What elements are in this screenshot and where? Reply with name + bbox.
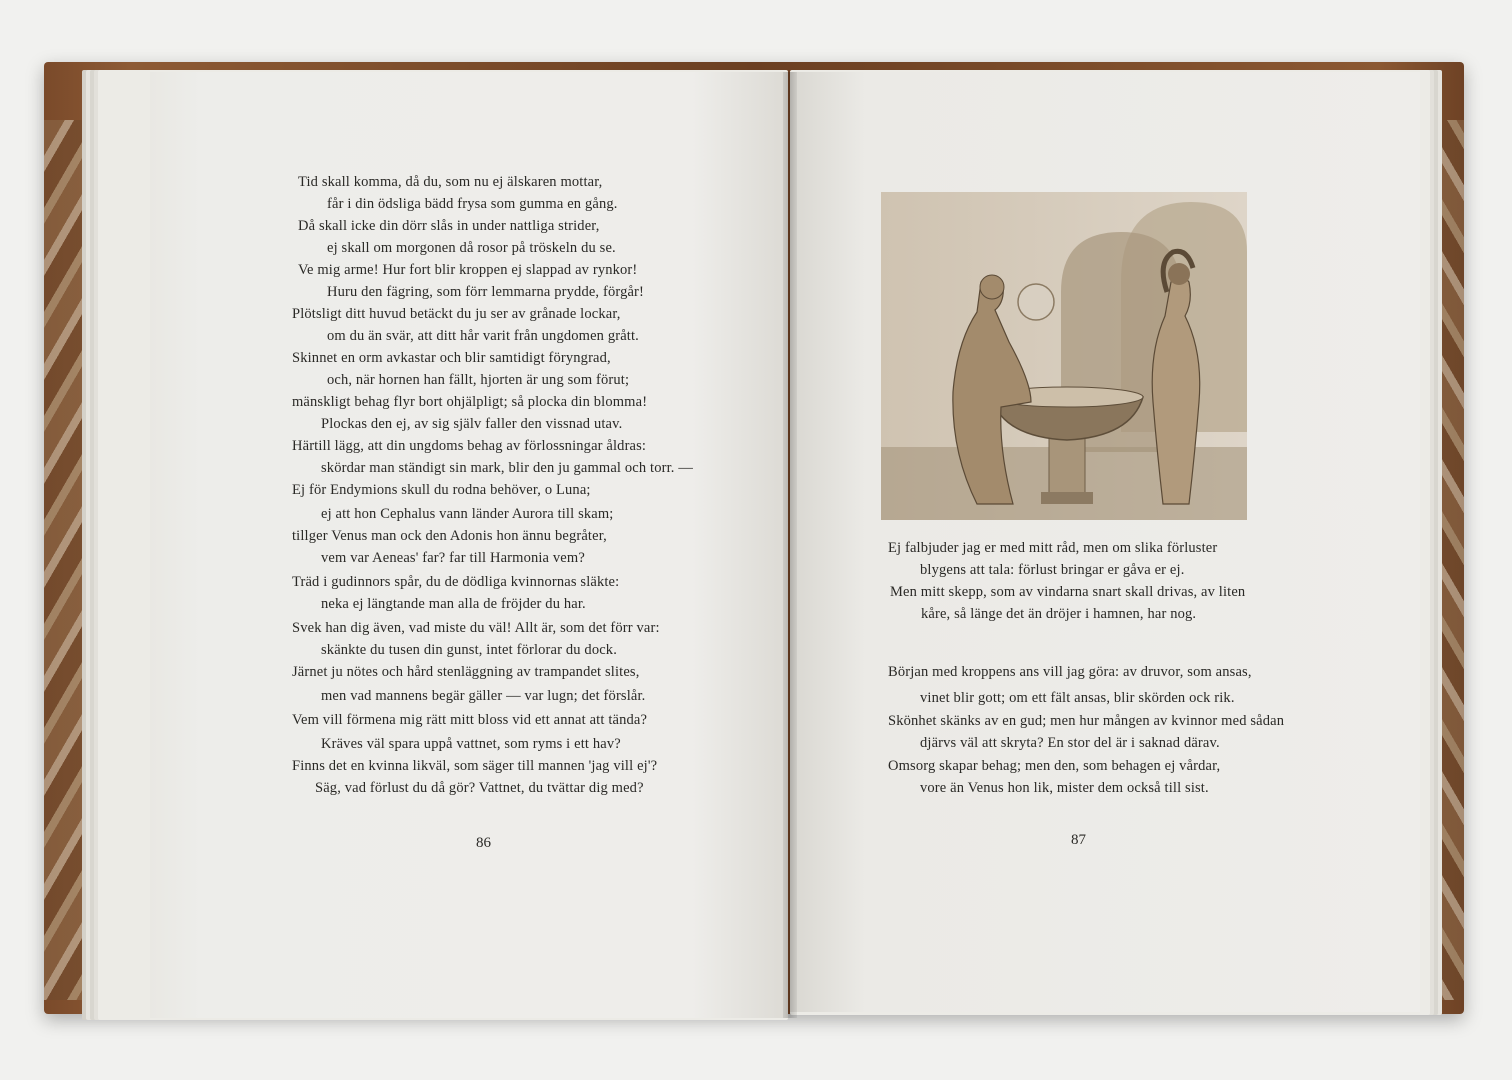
verse-line: vem var Aeneas' far? far till Harmonia vem? [321, 550, 585, 566]
verse-line: Då skall icke din dörr slås in under nattliga strider, [298, 218, 600, 234]
verse-line: Träd i gudinnors spår, du de dödliga kvinnornas släkte: [292, 574, 620, 590]
verse-line: Huru den fägring, som förr lemmarna prydde, förgår! [327, 284, 645, 300]
verse-line: skänkte du tusen din gunst, intet förlorar du dock. [321, 642, 617, 658]
page-number-left: 86 [476, 835, 491, 851]
verse-line: Vem vill förmena mig rätt mitt bloss vid ett annat att tända? [292, 712, 648, 728]
marbled-board-right [1424, 120, 1464, 1000]
verse-line: Ej falbjuder jag er med mitt råd, men om slika förluster [888, 540, 1218, 556]
bath-illustration [881, 192, 1247, 520]
page-number-right: 87 [1071, 832, 1086, 848]
verse-line: Omsorg skapar behag; men den, som behagen ej vårdar, [888, 758, 1221, 774]
verse-line: Plockas den ej, av sig själv faller den vissnad utav. [321, 416, 623, 432]
left-page [150, 72, 788, 1018]
verse-line: tillger Venus man ock den Adonis hon ännu begråter, [292, 528, 607, 544]
verse-line: Tid skall komma, då du, som nu ej älskaren mottar, [298, 174, 603, 190]
verse-line: Kräves väl spara uppå vattnet, som ryms i ett hav? [321, 736, 621, 752]
book-gutter [783, 72, 797, 1018]
verse-line: Järnet ju nötes och hård stenläggning av trampandet slites, [292, 664, 640, 680]
verse-line: Finns det en kvinna likväl, som säger till mannen 'jag vill ej'? [292, 758, 658, 774]
verse-line: blygens att tala: förlust bringar er gåva er ej. [920, 562, 1185, 578]
bathing-figures-drawing [881, 192, 1247, 520]
verse-line: men vad mannens begär gäller — var lugn; det förslår. [321, 688, 646, 704]
verse-line: Svek han dig även, vad miste du väl! Allt är, som det förr var: [292, 620, 660, 636]
verse-line: Ve mig arme! Hur fort blir kroppen ej slappad av rynkor! [298, 262, 638, 278]
verse-line: vinet blir gott; om ett fält ansas, blir skörden ock rik. [920, 690, 1235, 706]
verse-line: Början med kroppens ans vill jag göra: av druvor, som ansas, [888, 664, 1252, 680]
verse-line: Ej för Endymions skull du rodna behöver, o Luna; [292, 482, 591, 498]
verse-line: vore än Venus hon lik, mister dem också till sist. [920, 780, 1209, 796]
verse-line: Härtill lägg, att din ungdoms behag av förlossningar åldras: [292, 438, 647, 454]
verse-line: skördar man ständigt sin mark, blir den ju gammal och torr. — [321, 460, 693, 476]
verse-line: får i din ödsliga bädd frysa som gumma en gång. [327, 196, 618, 212]
verse-line: ej att hon Cephalus vann länder Aurora till skam; [321, 506, 614, 522]
verse-line: kåre, så länge det än dröjer i hamnen, har nog. [921, 606, 1197, 622]
verse-line: och, när hornen han fällt, hjorten är ung som förut; [327, 372, 630, 388]
verse-line: neka ej längtande man alla de fröjder du har. [321, 596, 586, 612]
verse-line: mänskligt behag flyr bort ohjälpligt; så plocka din blomma! [292, 394, 648, 410]
verse-line: Plötsligt ditt huvud betäckt du ju ser av grånade lockar, [292, 306, 621, 322]
verse-line: djärvs väl att skryta? En stor del är i saknad därav. [920, 735, 1220, 751]
verse-line: Skönhet skänks av en gud; men hur mången av kvinnor med sådan [888, 713, 1285, 729]
verse-line: Men mitt skepp, som av vindarna snart skall drivas, av liten [890, 584, 1246, 600]
verse-line: ej skall om morgonen då rosor på tröskeln du se. [327, 240, 616, 256]
verse-line: om du än svär, att ditt hår varit från ungdomen grått. [327, 328, 639, 344]
verse-line: Säg, vad förlust du då gör? Vattnet, du tvättar dig med? [315, 780, 644, 796]
verse-line: Skinnet en orm avkastar och blir samtidigt föryngrad, [292, 350, 611, 366]
